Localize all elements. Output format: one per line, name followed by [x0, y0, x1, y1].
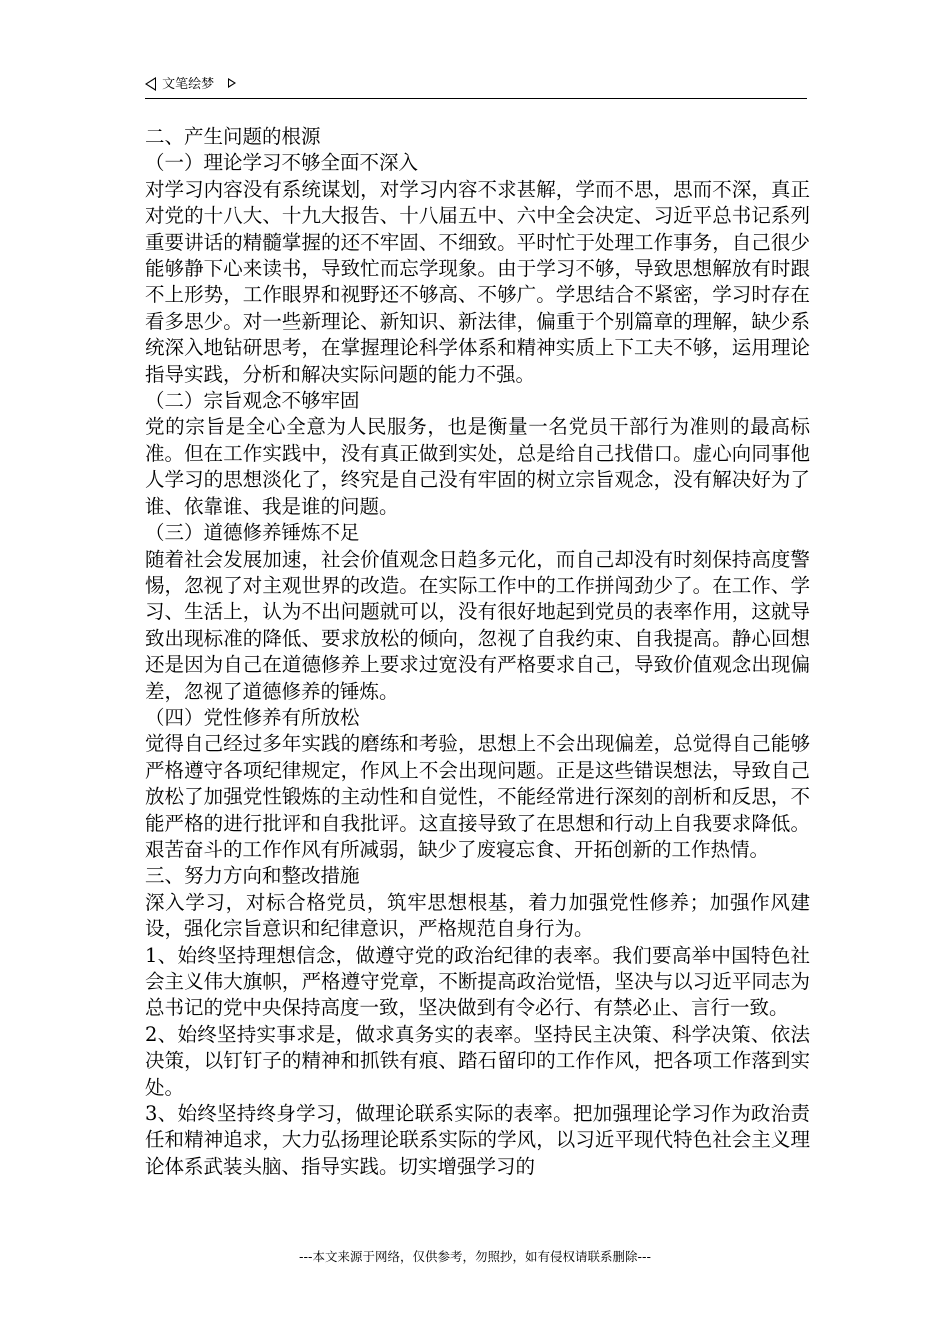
page-header [145, 74, 807, 99]
subsection-heading: （一）理论学习不够全面不深入 [145, 151, 419, 175]
section-heading: 二、产生问题的根源 [145, 125, 321, 148]
body-paragraph: 深入学习，对标合格党员，筑牢思想根基，着力加强党性修养；加强作风建设，强化宗旨意识和纪律意识，严格规范自身行为。 [145, 890, 810, 941]
body-paragraph: 2、始终坚持实事求是，做求真务实的表率。坚持民主决策、科学决策、依法决策，以钉钉子的精神和抓铁有痕、踏石留印的工作作风，把各项工作落到实处。 [145, 1022, 810, 1099]
document-body [145, 124, 810, 1180]
subsection-heading: （三）道德修养锤炼不足 [145, 521, 360, 545]
right-triangle-icon [228, 78, 236, 88]
left-triangle-icon [145, 77, 156, 91]
body-paragraph: 党的宗旨是全心全意为人民服务，也是衡量一名党员干部行为准则的最高标准。但在工作实践中，没有真正做到实处，总是给自己找借口。虚心向同事他人学习的思想淡化了，终究是自己没有牢固的树立宗旨观念，没有解决好为了谁、依靠谁、我是谁的问题。 [145, 415, 810, 518]
section-heading: 三、努力方向和整改措施 [145, 864, 360, 888]
body-paragraph: 觉得自己经过多年实践的磨练和考验，思想上不会出现偏差，总觉得自己能够严格遵守各项纪律规定，作风上不会出现问题。正是这些错误想法，导致自己放松了加强党性锻炼的主动性和自觉性，不能经常进行深刻的剖析和反思，不能严格的进行批评和自我批评。这直接导致了在思想和行动上自我要求降低。艰苦奋斗的工作作风有所减弱，缺少了废寝忘食、开拓创新的工作热情。 [145, 732, 810, 861]
body-paragraph: 3、始终坚持终身学习，做理论联系实际的表率。把加强理论学习作为政治责任和精神追求，大力弘扬理论联系实际的学风，以习近平现代特色社会主义理论体系武装头脑、指导实践。切实增强学习的 [145, 1102, 810, 1178]
header-title: 文笔绘梦 [162, 77, 215, 92]
body-paragraph: 对学习内容没有系统谋划，对学习内容不求甚解，学而不思，思而不深，真正对党的十八大、十九大报告、十八届五中、六中全会决定、习近平总书记系列重要讲话的精髓掌握的还不牢固、不细致。平时忙于处理工作事务，自己很少能够静下心来读书，导致忙而忘学现象。由于学习不够，导致思想解放有时跟不上形势，工作眼界和视野还不够高、不够广。学思结合不紧密，学习时存在看多思少。对一些新理论、新知识、新法律，偏重于个别篇章的理解，缺少系统深入地钻研思考，在掌握理论科学体系和精神实质上下工夫不够，运用理论指导实践，分析和解决实际问题的能力不强。 [145, 177, 810, 386]
page-footer: ---本文来源于网络，仅供参考，勿照抄，如有侵权请联系删除--- [298, 1249, 652, 1264]
body-paragraph: 随着社会发展加速，社会价值观念日趋多元化，而自己却没有时刻保持高度警惕，忽视了对主观世界的改造。在实际工作中的工作拼闯劲少了。在工作、学习、生活上，认为不出问题就可以，没有很好地起到党员的表率作用，这就导致出现标准的降低、要求放松的倾向，忽视了自我约束、自我提高。静心回想还是因为自己在道德修养上要求过宽没有严格要求自己，导致价值观念出现偏差，忽视了道德修养的锤炼。 [145, 547, 810, 703]
subsection-heading: （二）宗旨观念不够牢固 [145, 389, 360, 413]
body-paragraph: 1、始终坚持理想信念，做遵守党的政治纪律的表率。我们要高举中国特色社会主义伟大旗帜，严格遵守党章，不断提高政治觉悟，坚决与以习近平同志为总书记的党中央保持高度一致，坚决做到有令必行、有禁必止、言行一致。 [145, 943, 810, 1020]
subsection-heading: （四）党性修养有所放松 [145, 705, 360, 729]
